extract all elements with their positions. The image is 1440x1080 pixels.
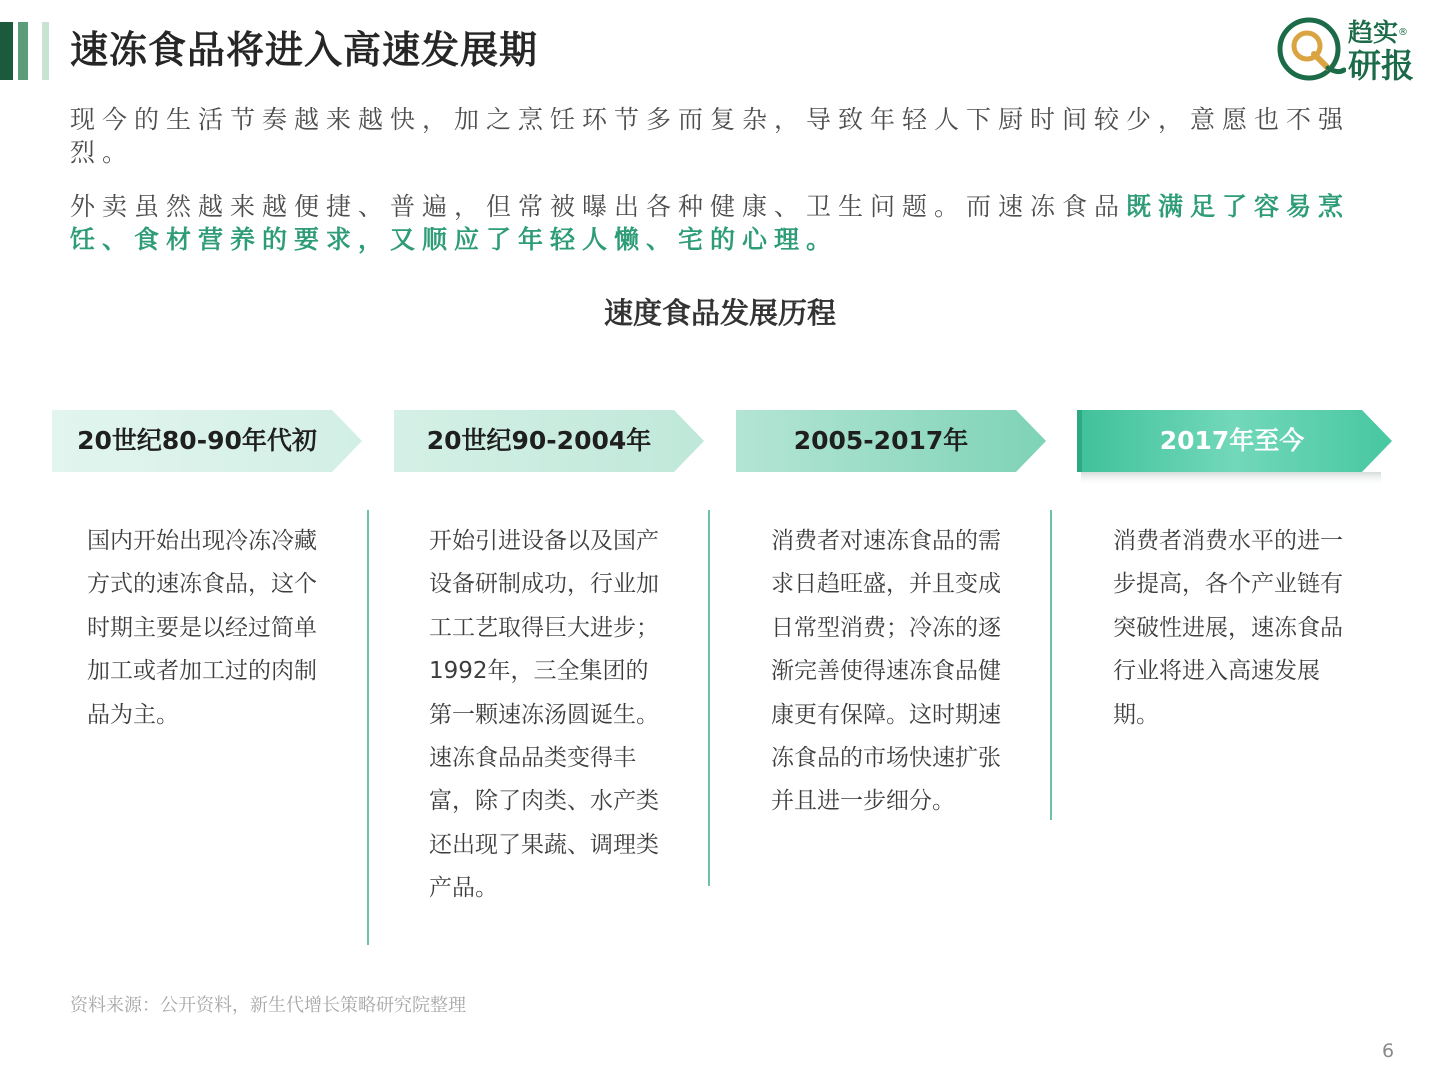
title-accent-bar-mid — [18, 22, 28, 80]
logo-text-line2: 研报 — [1348, 46, 1414, 85]
timeline-divider-1 — [367, 510, 369, 945]
timeline-stage-4-label: 2017年至今 — [1159, 426, 1305, 455]
timeline-stage-2-label: 20世纪90-2004年 — [426, 426, 652, 455]
timeline-divider-2 — [708, 510, 710, 886]
timeline-stage-1-text: 国内开始出现冷冻冷藏方式的速冻食品，这个时期主要是以经过简单加工或者加工过的肉制品为主。 — [87, 528, 317, 728]
timeline-stage-3-label: 2005-2017年 — [793, 426, 969, 455]
title-accent-bar-dark — [0, 22, 13, 80]
timeline-stage-2-text: 开始引进设备以及国产设备研制成功，行业加工工艺取得巨大进步；1992年，三全集团的第一颗速冻汤圆诞生。速冻食品品类变得丰富，除了肉类、水产类还出现了果蔬、调理类产品。 — [429, 528, 659, 902]
timeline-stage-4-text: 消费者消费水平的进一步提高，各个产业链有突破性进展，速冻食品行业将进入高速发展期。 — [1113, 528, 1343, 728]
timeline-stage-4-arrow — [1077, 410, 1395, 490]
title-accent-bar-light — [42, 22, 49, 80]
timeline-title: 速度食品发展历程 — [603, 296, 836, 330]
source-note: 资料来源：公开资料，新生代增长策略研究院整理 — [70, 995, 466, 1016]
timeline-stage-1-label: 20世纪80-90年代初 — [77, 426, 317, 455]
page-title: 速冻食品将进入高速发展期 — [70, 28, 539, 72]
timeline-stage-2-arrow — [394, 410, 706, 472]
timeline-stage-1-arrow — [52, 410, 364, 472]
page-number: 6 — [1382, 1040, 1395, 1062]
timeline-stage-3-arrow — [736, 410, 1048, 472]
intro-paragraph-1: 现今的生活节奏越来越快，加之烹饪环节多而复杂，导致年轻人下厨时间较少，意愿也不强烈。 — [70, 105, 1351, 167]
logo-text-line1: 趋实® — [1348, 18, 1409, 47]
magnifier-q-icon — [1276, 16, 1346, 86]
timeline-divider-3 — [1050, 510, 1052, 820]
registered-mark: ® — [1398, 27, 1409, 38]
brand-logo — [1276, 16, 1426, 86]
intro-paragraph-2 — [70, 190, 1370, 256]
intro-paragraph-2-highlight: 既满足了容易烹饪、食材营养的要求，又顺应了年轻人懒、宅的心理。 — [70, 192, 1351, 254]
timeline-stage-3-text: 消费者对速冻食品的需求日趋旺盛，并且变成日常型消费；冷冻的逐渐完善使得速冻食品健康更有保障。这时期速冻食品的市场快速扩张并且进一步细分。 — [771, 528, 1001, 815]
intro-paragraph-2-text: 外卖虽然越来越便捷、普遍，但常被曝出各种健康、卫生问题。而速冻食品 — [70, 192, 1127, 221]
